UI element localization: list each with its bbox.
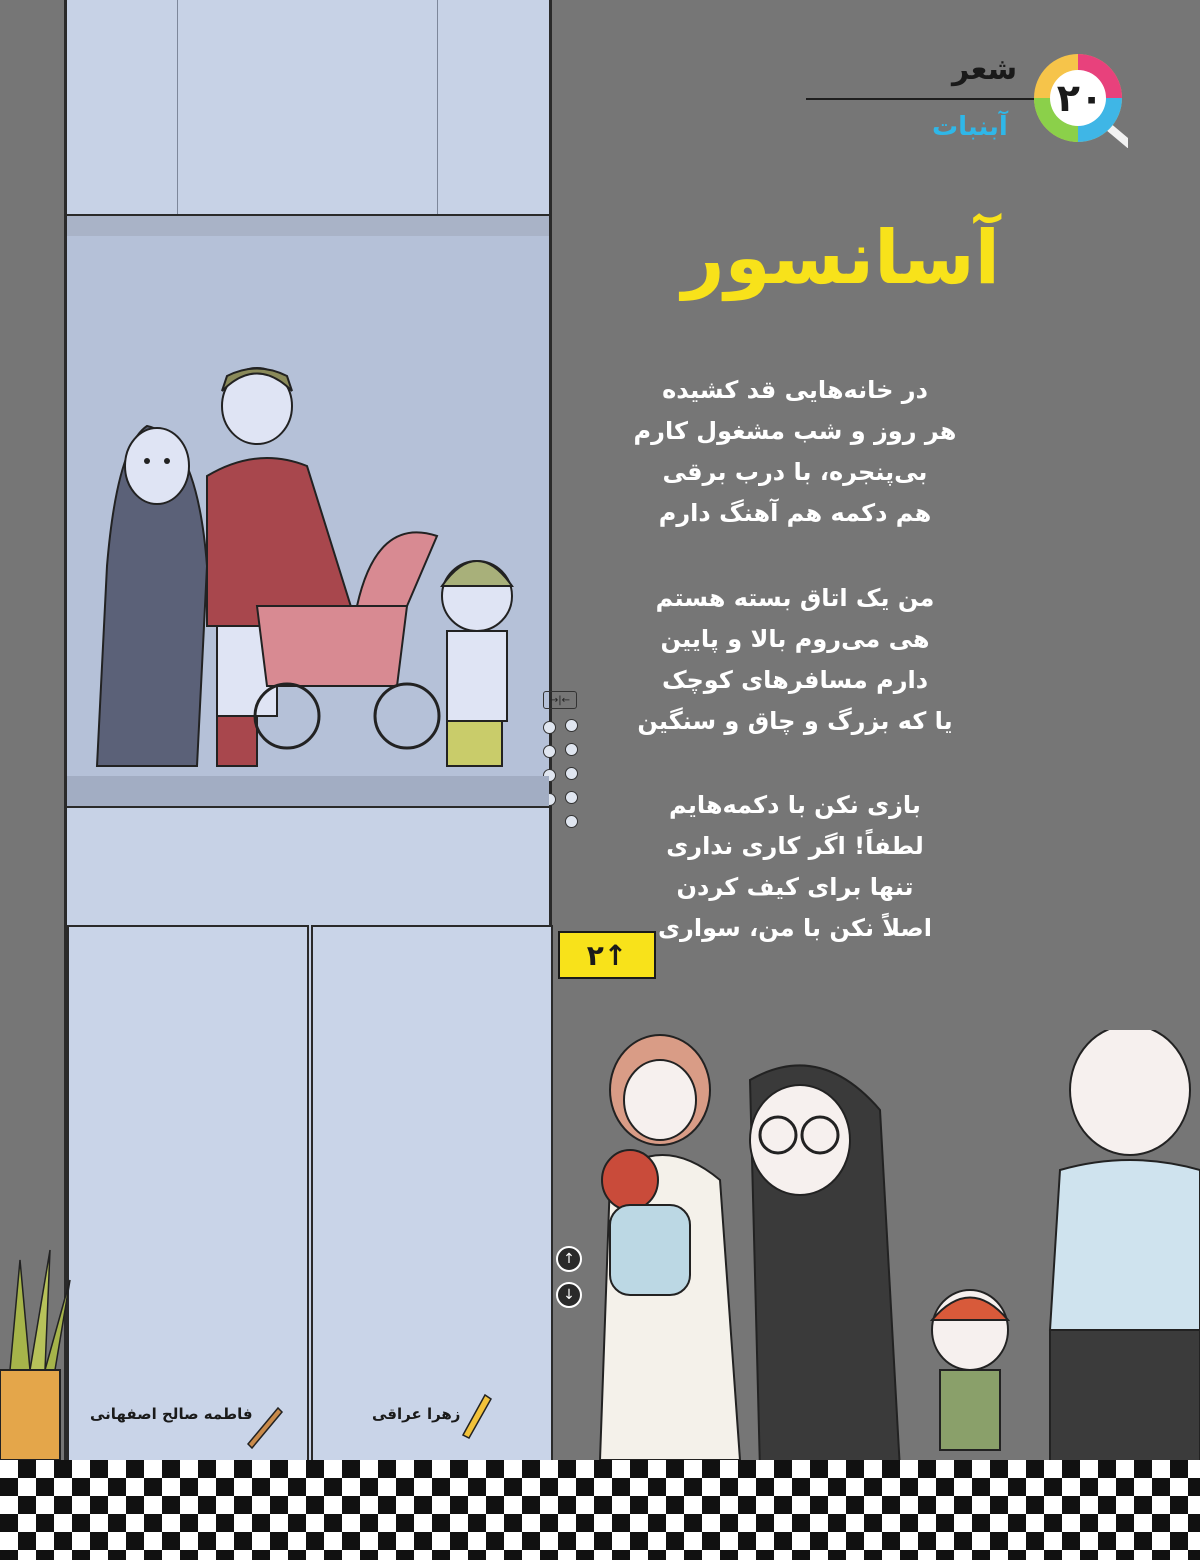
paintbrush-icon [240, 1400, 290, 1450]
floor-button[interactable] [565, 791, 578, 804]
stanza-1 [620, 370, 970, 534]
floor-indicator: ۲↑ [558, 931, 656, 979]
issue-number: ۲۰ [1056, 76, 1104, 120]
magazine-brand: آبنبات [932, 112, 1008, 142]
stanza-3 [620, 785, 970, 949]
potted-plant-illustration [0, 1240, 80, 1460]
elevator-door-right [311, 925, 553, 1469]
floor-button[interactable] [565, 719, 578, 732]
header-rule [806, 98, 1036, 100]
poem-line: لطفاً! اگر کاری نداری [666, 832, 924, 860]
floor-button[interactable] [565, 815, 578, 828]
shaft-rail [437, 0, 438, 215]
poem-line: هم دکمه هم آهنگ دارم [658, 499, 932, 527]
elevator-cabin [67, 236, 571, 778]
poem-line: دارم مسافرهای کوچک [661, 666, 929, 694]
call-up-button[interactable]: ↑ [556, 1246, 582, 1272]
cabin-button-panel [537, 691, 593, 841]
floor-button[interactable] [565, 767, 578, 780]
poem-line: من یک اتاق بسته هستم [655, 584, 935, 612]
floor-button[interactable] [543, 745, 556, 758]
elevator-shaft [64, 0, 571, 1460]
poem-line: بی‌پنجره، با درب برقی [662, 458, 928, 486]
door-open-label[interactable]: →|← [543, 691, 577, 709]
poem-line: هی می‌روم بالا و پایین [660, 625, 930, 653]
illustrator-credit: فاطمه صالح اصفهانی [90, 1405, 253, 1423]
poem-line: تنها برای کیف کردن [676, 873, 914, 901]
checkered-floor [0, 1460, 1200, 1560]
poem-line: بازی نکن با دکمه‌هایم [669, 791, 921, 819]
poem-line: یا که بزرگ و چاق و سنگین [637, 707, 953, 735]
poem-line: هر روز و شب مشغول کارم [633, 417, 957, 445]
pencil-icon [455, 1390, 495, 1440]
floor-button[interactable] [543, 721, 556, 734]
waiting-family-illustration [590, 1030, 1200, 1490]
cabin-floor [67, 776, 549, 808]
elevator-door-left [67, 925, 309, 1469]
poem-line: در خانه‌هایی قد کشیده [662, 376, 928, 404]
section-title: شعر [952, 52, 1018, 87]
stanza-2 [620, 578, 970, 742]
call-down-button[interactable]: ↓ [556, 1282, 582, 1308]
poet-credit: زهرا عراقی [372, 1405, 461, 1423]
poem-line: اصلاً نکن با من، سواری [658, 914, 932, 942]
cabin-top-band [67, 214, 549, 238]
cabin-family-illustration [77, 366, 537, 776]
poem-title: آسانسور [681, 215, 1000, 301]
shaft-rail [177, 0, 178, 215]
floor-button[interactable] [565, 743, 578, 756]
